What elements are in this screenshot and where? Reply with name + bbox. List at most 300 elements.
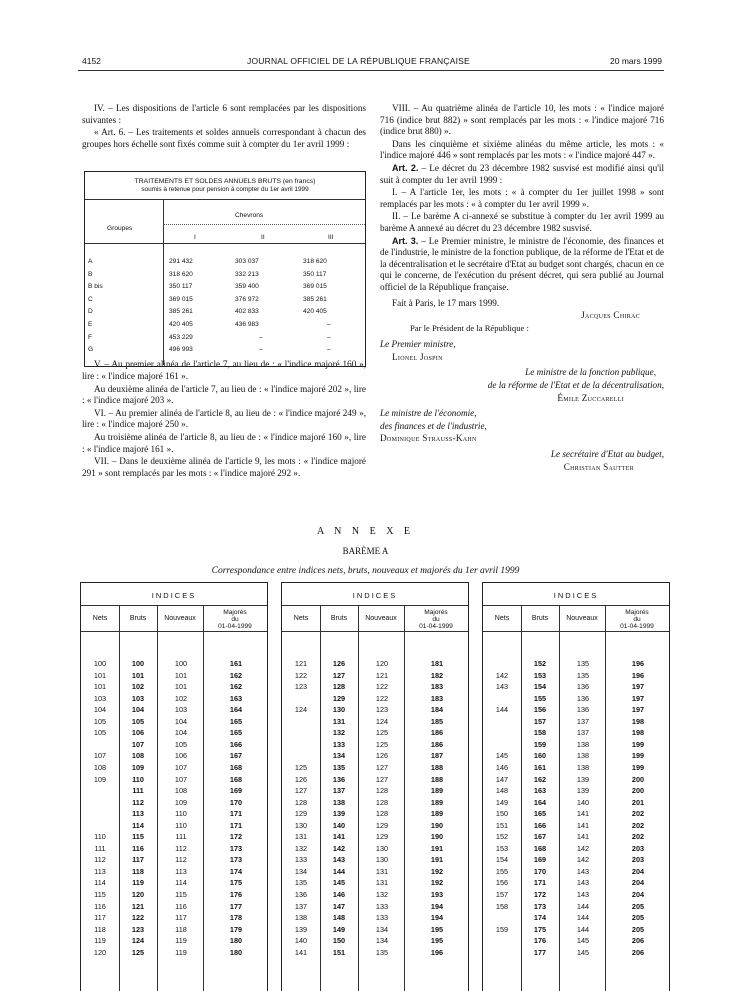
- article-label: Art. 3.: [392, 235, 419, 246]
- nouveaux-value: 125: [375, 739, 389, 749]
- nets-value: 148: [495, 786, 509, 796]
- nouveaux-value: 108: [174, 786, 188, 796]
- table-row: [483, 751, 669, 762]
- paragraph: « Art. 6. – Les traitements et soldes annuels correspondant à chacun des groupes hors échelle sont fixés comme suit à compter du 1er avril 1999 :: [82, 127, 366, 149]
- bruts-value: 112: [132, 797, 144, 807]
- majores-value: 199: [631, 739, 645, 749]
- nouveaux-value: 101: [174, 670, 188, 680]
- bruts-value: 173: [533, 901, 547, 911]
- majores-value: 186: [430, 728, 444, 738]
- table-row: [483, 855, 669, 866]
- salary-value: 332 213: [235, 270, 259, 278]
- divider: [85, 199, 365, 200]
- nouveaux-value: 143: [576, 890, 590, 899]
- article-label: Art. 2.: [392, 162, 419, 173]
- table-row: [81, 728, 267, 739]
- bruts-value: 117: [132, 855, 144, 865]
- budget-name: Christian Sautter: [563, 461, 634, 472]
- paragraph-text: – Le Premier ministre, le ministre de l'économie, des finances et de l'industrie, le ministre de la fonction publique, de la réforme de l'Etat et de la décentralisation et le secrétaire d'Etat au budget sont chargés, chacun en ce qui le concerne, de l'exécution du présent décret, qui sera publié au Journal officiel de la République française.: [380, 235, 664, 292]
- bruts-value: 110: [132, 774, 144, 784]
- nets-value: 111: [94, 843, 106, 853]
- table-row: [282, 925, 468, 936]
- bruts-value: 159: [533, 739, 547, 749]
- table-row: [483, 844, 669, 855]
- table-row: [282, 832, 468, 843]
- nets-value: 109: [93, 774, 107, 784]
- nouveaux-value: 141: [576, 820, 590, 830]
- nets-value: 113: [94, 866, 106, 876]
- nouveaux-value: 118: [175, 924, 187, 934]
- bruts-value: 168: [533, 843, 547, 853]
- nets-value: 127: [294, 786, 308, 796]
- nouveaux-value: 104: [174, 728, 188, 738]
- nets-value: 100: [93, 659, 107, 668]
- bruts-value: 135: [332, 762, 346, 772]
- salary-value: –: [327, 333, 331, 341]
- table-row: [81, 867, 267, 878]
- salary-value: 291 432: [169, 258, 193, 265]
- issue-date: 20 mars 1999: [610, 56, 662, 66]
- table-row: [483, 763, 669, 774]
- table-row: [282, 913, 468, 924]
- done-at: Fait à Paris, le 17 mars 1999.: [392, 297, 500, 308]
- salary-table-subtitle: soumis à retenue pour pension à compter du 1er avril 1999: [141, 186, 309, 193]
- majores-value: 199: [631, 762, 645, 772]
- bruts-value: 154: [533, 682, 547, 692]
- bruts-value: 162: [533, 774, 547, 784]
- nouveaux-value: 123: [375, 705, 389, 715]
- nouveaux-value: 113: [175, 866, 187, 876]
- nouveaux-value: 117: [175, 913, 187, 923]
- majores-value: 201: [631, 797, 645, 807]
- majores-value: 191: [430, 855, 444, 865]
- nets-value: 122: [294, 670, 308, 680]
- bruts-value: 164: [533, 797, 547, 807]
- nets-value: 152: [495, 832, 509, 842]
- table-row: [81, 925, 267, 936]
- nouveaux-value: 129: [375, 832, 389, 842]
- nets-value: 110: [94, 832, 106, 842]
- nets-value: 139: [294, 924, 308, 934]
- bruts-value: 142: [332, 843, 346, 853]
- col-header-nouveaux: Nouveaux: [566, 615, 598, 622]
- table-row: [81, 890, 267, 901]
- bruts-value: 104: [131, 705, 145, 715]
- table-row: [81, 763, 267, 774]
- bruts-value: 149: [332, 924, 346, 934]
- journal-title: JOURNAL OFFICIEL DE LA RÉPUBLIQUE FRANÇAISE: [247, 56, 470, 66]
- salary-row: [85, 271, 365, 282]
- bruts-value: 128: [332, 682, 346, 692]
- group-label: B: [88, 270, 93, 278]
- salary-value: 385 261: [303, 295, 327, 303]
- bruts-value: 177: [533, 947, 547, 957]
- salary-row: [85, 308, 365, 319]
- nouveaux-value: 133: [375, 913, 389, 923]
- majores-value: 171: [229, 809, 243, 819]
- salary-row: [85, 321, 365, 332]
- paragraph: Dans les cinquième et sixième alinéas du même article, les mots : « l'indice majoré 446 » sont remplacés par les mots : « l'indice majoré 447 ».: [380, 138, 664, 161]
- nouveaux-value: 119: [175, 936, 187, 946]
- majores-value: 196: [430, 947, 444, 957]
- paragraph-text: – Le décret du 23 décembre 1982 susvisé est modifié ainsi qu'il suit à compter du 1er avril 1999 :: [380, 162, 664, 185]
- nets-value: 123: [294, 682, 308, 692]
- bruts-value: 148: [332, 913, 346, 923]
- majores-value: 200: [631, 786, 645, 796]
- nets-value: 146: [495, 762, 509, 772]
- nouveaux-value: 128: [375, 797, 389, 807]
- nouveaux-value: 127: [375, 762, 389, 772]
- salary-value: –: [327, 321, 331, 328]
- nets-value: 154: [495, 855, 509, 865]
- salary-table: [84, 171, 366, 367]
- table-row: [81, 878, 267, 889]
- bruts-value: 153: [533, 670, 547, 680]
- nouveaux-value: 136: [576, 705, 590, 715]
- bruts-value: 157: [533, 716, 547, 726]
- majores-value: 198: [631, 728, 645, 738]
- majores-value: 181: [430, 659, 444, 668]
- bruts-value: 137: [332, 786, 346, 796]
- bruts-value: 131: [332, 716, 346, 726]
- salary-value: 420 405: [303, 308, 327, 316]
- majores-value: 191: [430, 843, 444, 853]
- majores-value: 183: [430, 682, 444, 692]
- nouveaux-value: 112: [175, 855, 187, 865]
- nouveaux-value: 128: [375, 809, 389, 819]
- header-rule: [78, 70, 664, 71]
- nouveaux-value: 144: [576, 913, 590, 923]
- majores-value: 165: [229, 728, 243, 738]
- nets-value: 125: [294, 762, 308, 772]
- table-row: [81, 786, 267, 797]
- salary-value: 402 833: [235, 308, 259, 316]
- majores-value: 204: [631, 878, 645, 888]
- majores-value: 165: [229, 716, 243, 726]
- nouveaux-value: 144: [576, 924, 590, 934]
- bruts-value: 138: [332, 797, 346, 807]
- table-row: [282, 763, 468, 774]
- majores-value: 190: [430, 832, 444, 842]
- chevrons-header: Chevrons: [235, 212, 264, 219]
- group-label: G: [88, 346, 94, 354]
- salary-row: [85, 283, 365, 294]
- nouveaux-value: 137: [576, 728, 590, 738]
- nets-value: 144: [495, 705, 509, 715]
- col-header-majores-du: du: [231, 616, 239, 623]
- table-row: [483, 925, 669, 936]
- divider: [163, 224, 365, 225]
- table-row: [483, 890, 669, 901]
- nouveaux-value: 144: [576, 901, 590, 911]
- nouveaux-value: 122: [375, 693, 389, 703]
- nouveaux-value: 110: [175, 820, 187, 830]
- pm-title: Le Premier ministre,: [380, 339, 456, 350]
- nouveaux-value: 141: [576, 832, 590, 842]
- divider: [81, 631, 267, 632]
- col-header-majores-date: 01-04-1999: [620, 623, 654, 630]
- col-header-majores-du: du: [633, 616, 641, 623]
- group-label: A: [88, 258, 93, 265]
- nets-value: 132: [294, 843, 308, 853]
- table-row: [483, 705, 669, 716]
- salary-value: 436 983: [235, 321, 259, 328]
- bruts-value: 120: [131, 890, 145, 899]
- nets-value: 105: [93, 716, 107, 726]
- bruts-value: 114: [132, 820, 144, 830]
- majores-value: 175: [229, 878, 243, 888]
- majores-value: 206: [631, 947, 645, 957]
- majores-value: 195: [430, 924, 444, 934]
- majores-value: 163: [229, 693, 243, 703]
- indices-table-3: [482, 582, 670, 991]
- nouveaux-value: 107: [174, 774, 188, 784]
- nouveaux-value: 126: [375, 751, 389, 761]
- divider: [483, 605, 669, 606]
- table-row: [483, 694, 669, 705]
- majores-value: 204: [631, 890, 645, 899]
- col-header-nouveaux: Nouveaux: [164, 615, 196, 622]
- nouveaux-value: 115: [175, 890, 187, 899]
- bruts-value: 172: [533, 890, 547, 899]
- nets-value: 134: [294, 866, 308, 876]
- bruts-value: 145: [332, 878, 346, 888]
- nouveaux-value: 136: [576, 682, 590, 692]
- majores-value: 189: [430, 786, 444, 796]
- majores-value: 187: [430, 751, 444, 761]
- nets-value: 101: [93, 682, 107, 692]
- group-label: E: [88, 321, 93, 328]
- table-row: [282, 855, 468, 866]
- bruts-value: 156: [533, 705, 547, 715]
- bruts-value: 152: [533, 659, 547, 668]
- table-row: [483, 659, 669, 670]
- majores-value: 202: [631, 820, 645, 830]
- majores-value: 178: [229, 913, 243, 923]
- table-row: [282, 775, 468, 786]
- nouveaux-value: 138: [576, 739, 590, 749]
- eco-name: Dominique Strauss-Kahn: [380, 433, 477, 444]
- group-label: F: [88, 333, 93, 341]
- majores-value: 205: [631, 924, 645, 934]
- table-row: [81, 902, 267, 913]
- groups-header: Groupes: [107, 225, 133, 232]
- nouveaux-value: 125: [375, 728, 389, 738]
- majores-value: 203: [631, 843, 645, 853]
- nets-value: 136: [294, 890, 308, 899]
- right-column: [380, 103, 664, 474]
- indices-table-1: [80, 582, 268, 991]
- col-header-majores: Majorés: [223, 609, 247, 616]
- salary-value: 318 620: [169, 270, 193, 278]
- nouveaux-value: 131: [375, 866, 389, 876]
- nets-value: 151: [495, 820, 509, 830]
- bruts-value: 108: [131, 751, 145, 761]
- table-row: [81, 717, 267, 728]
- nets-value: 150: [495, 809, 509, 819]
- nouveaux-value: 127: [375, 774, 389, 784]
- majores-value: 186: [430, 739, 444, 749]
- majores-value: 202: [631, 832, 645, 842]
- nouveaux-value: 133: [375, 901, 389, 911]
- salary-value: 303 037: [235, 258, 259, 265]
- table-row: [282, 821, 468, 832]
- majores-value: 205: [631, 901, 645, 911]
- majores-value: 199: [631, 751, 645, 761]
- nets-value: 145: [495, 751, 509, 761]
- table-row: [282, 740, 468, 751]
- bruts-value: 119: [132, 878, 144, 888]
- nouveaux-value: 116: [175, 901, 187, 911]
- bruts-value: 126: [332, 659, 346, 668]
- table-row: [483, 809, 669, 820]
- table-row: [483, 728, 669, 739]
- bruts-value: 109: [131, 762, 145, 772]
- paragraph: Au troisième alinéa de l'article 8, au lieu de : « l'indice majoré 160 », lire : « l'indice majoré 161 ».: [82, 431, 366, 454]
- bruts-value: 165: [533, 809, 547, 819]
- nouveaux-value: 143: [576, 878, 590, 888]
- nouveaux-value: 138: [576, 762, 590, 772]
- bruts-value: 151: [332, 947, 346, 957]
- nets-value: 115: [94, 890, 106, 899]
- bruts-value: 155: [533, 693, 547, 703]
- majores-value: 192: [430, 878, 444, 888]
- bruts-value: 127: [332, 670, 346, 680]
- bruts-value: 166: [533, 820, 547, 830]
- bruts-value: 147: [332, 901, 346, 911]
- majores-value: 179: [229, 924, 243, 934]
- col-header-bruts: Bruts: [531, 615, 549, 622]
- majores-value: 169: [229, 786, 243, 796]
- majores-value: 167: [229, 751, 243, 761]
- nets-value: 104: [93, 705, 107, 715]
- majores-value: 200: [631, 774, 645, 784]
- majores-value: 182: [430, 670, 444, 680]
- bruts-value: 107: [131, 739, 145, 749]
- majores-value: 203: [631, 855, 645, 865]
- table-row: [282, 694, 468, 705]
- table-row: [483, 740, 669, 751]
- table-row: [483, 798, 669, 809]
- table-row: [81, 844, 267, 855]
- bruts-value: 130: [332, 705, 346, 715]
- table-row: [483, 948, 669, 959]
- paragraph: IV. – Les dispositions de l'article 6 sont remplacées par les dispositions suivantes :: [82, 103, 366, 125]
- col-header-nets: Nets: [494, 615, 510, 622]
- divider: [282, 605, 468, 606]
- table-row: [282, 890, 468, 901]
- salary-value: 420 405: [169, 321, 193, 328]
- paragraph: VI. – Au premier alinéa de l'article 8, au lieu de : « l'indice majoré 249 », lire : « l'indice majoré 250 ».: [82, 407, 366, 430]
- majores-value: 188: [430, 774, 444, 784]
- nouveaux-value: 107: [174, 762, 188, 772]
- table-row: [81, 671, 267, 682]
- bruts-value: 134: [332, 751, 346, 761]
- col-header-majores: Majorés: [424, 609, 448, 616]
- fp-title-2: de la réforme de l'Etat et de la décentralisation,: [487, 380, 664, 391]
- majores-value: 192: [430, 866, 444, 876]
- nets-value: 153: [495, 843, 509, 853]
- salary-value: 318 620: [303, 258, 327, 265]
- bruts-value: 158: [533, 728, 547, 738]
- majores-value: 173: [229, 855, 243, 865]
- table-row: [282, 659, 468, 670]
- paragraph: I. – A l'article 1er, les mots : « à compter du 1er juillet 1998 » sont remplacés par les mots : « à compter du 1er avril 1999 ».: [380, 187, 664, 209]
- salary-value: 385 261: [169, 308, 193, 316]
- nets-value: 118: [94, 924, 106, 934]
- salary-value: –: [259, 346, 263, 354]
- table-row: [282, 844, 468, 855]
- table-row: [81, 798, 267, 809]
- eco-title-1: Le ministre de l'économie,: [380, 408, 477, 419]
- table-row: [282, 809, 468, 820]
- bruts-value: 141: [332, 832, 346, 842]
- table-row: [81, 682, 267, 693]
- bruts-value: 111: [132, 786, 144, 796]
- nets-value: 149: [495, 797, 509, 807]
- nouveaux-value: 104: [174, 716, 188, 726]
- nets-value: 103: [93, 693, 107, 703]
- divider: [282, 631, 468, 632]
- nets-value: 130: [294, 820, 308, 830]
- bruts-value: 103: [131, 693, 145, 703]
- table-row: [81, 855, 267, 866]
- nouveaux-value: 141: [576, 809, 590, 819]
- nets-value: 131: [294, 832, 308, 842]
- table-row: [81, 705, 267, 716]
- majores-value: 183: [430, 693, 444, 703]
- bruts-value: 170: [533, 866, 547, 876]
- annexe-title: A N N E X E: [316, 526, 415, 537]
- table-row: [282, 936, 468, 947]
- bruts-value: 123: [131, 924, 145, 934]
- nouveaux-value: 106: [174, 751, 188, 761]
- col-header-nets: Nets: [293, 615, 309, 622]
- nouveaux-value: 135: [375, 947, 389, 957]
- nouveaux-value: 138: [576, 751, 590, 761]
- bruts-value: 101: [131, 670, 145, 680]
- nouveaux-value: 145: [576, 947, 590, 957]
- bruts-value: 116: [132, 843, 144, 853]
- salary-value: –: [327, 346, 331, 354]
- group-label: B bis: [88, 283, 103, 291]
- fp-name: Émile Zuccarelli: [557, 392, 624, 403]
- salary-value: 376 972: [235, 295, 259, 303]
- majores-value: 189: [430, 809, 444, 819]
- majores-value: 202: [631, 809, 645, 819]
- bruts-value: 160: [533, 751, 547, 761]
- nouveaux-value: 139: [576, 786, 590, 796]
- paragraph: [380, 163, 664, 186]
- nets-value: 140: [294, 936, 308, 946]
- table-row: [282, 948, 468, 959]
- nouveaux-value: 105: [174, 739, 188, 749]
- table-row: [81, 936, 267, 947]
- nets-value: 105: [93, 728, 107, 738]
- col-header-nouveaux: Nouveaux: [365, 615, 397, 622]
- table-row: [483, 878, 669, 889]
- majores-value: 162: [229, 670, 243, 680]
- majores-value: 161: [229, 659, 243, 668]
- annexe-caption: Correspondance entre indices nets, bruts, nouveaux et majorés du 1er avril 1999: [211, 566, 520, 576]
- nouveaux-value: 139: [576, 774, 590, 784]
- bruts-value: 150: [332, 936, 346, 946]
- divider: [81, 605, 267, 606]
- majores-value: 162: [229, 682, 243, 692]
- bruts-value: 129: [332, 693, 346, 703]
- bruts-value: 163: [533, 786, 547, 796]
- bruts-value: 106: [131, 728, 145, 738]
